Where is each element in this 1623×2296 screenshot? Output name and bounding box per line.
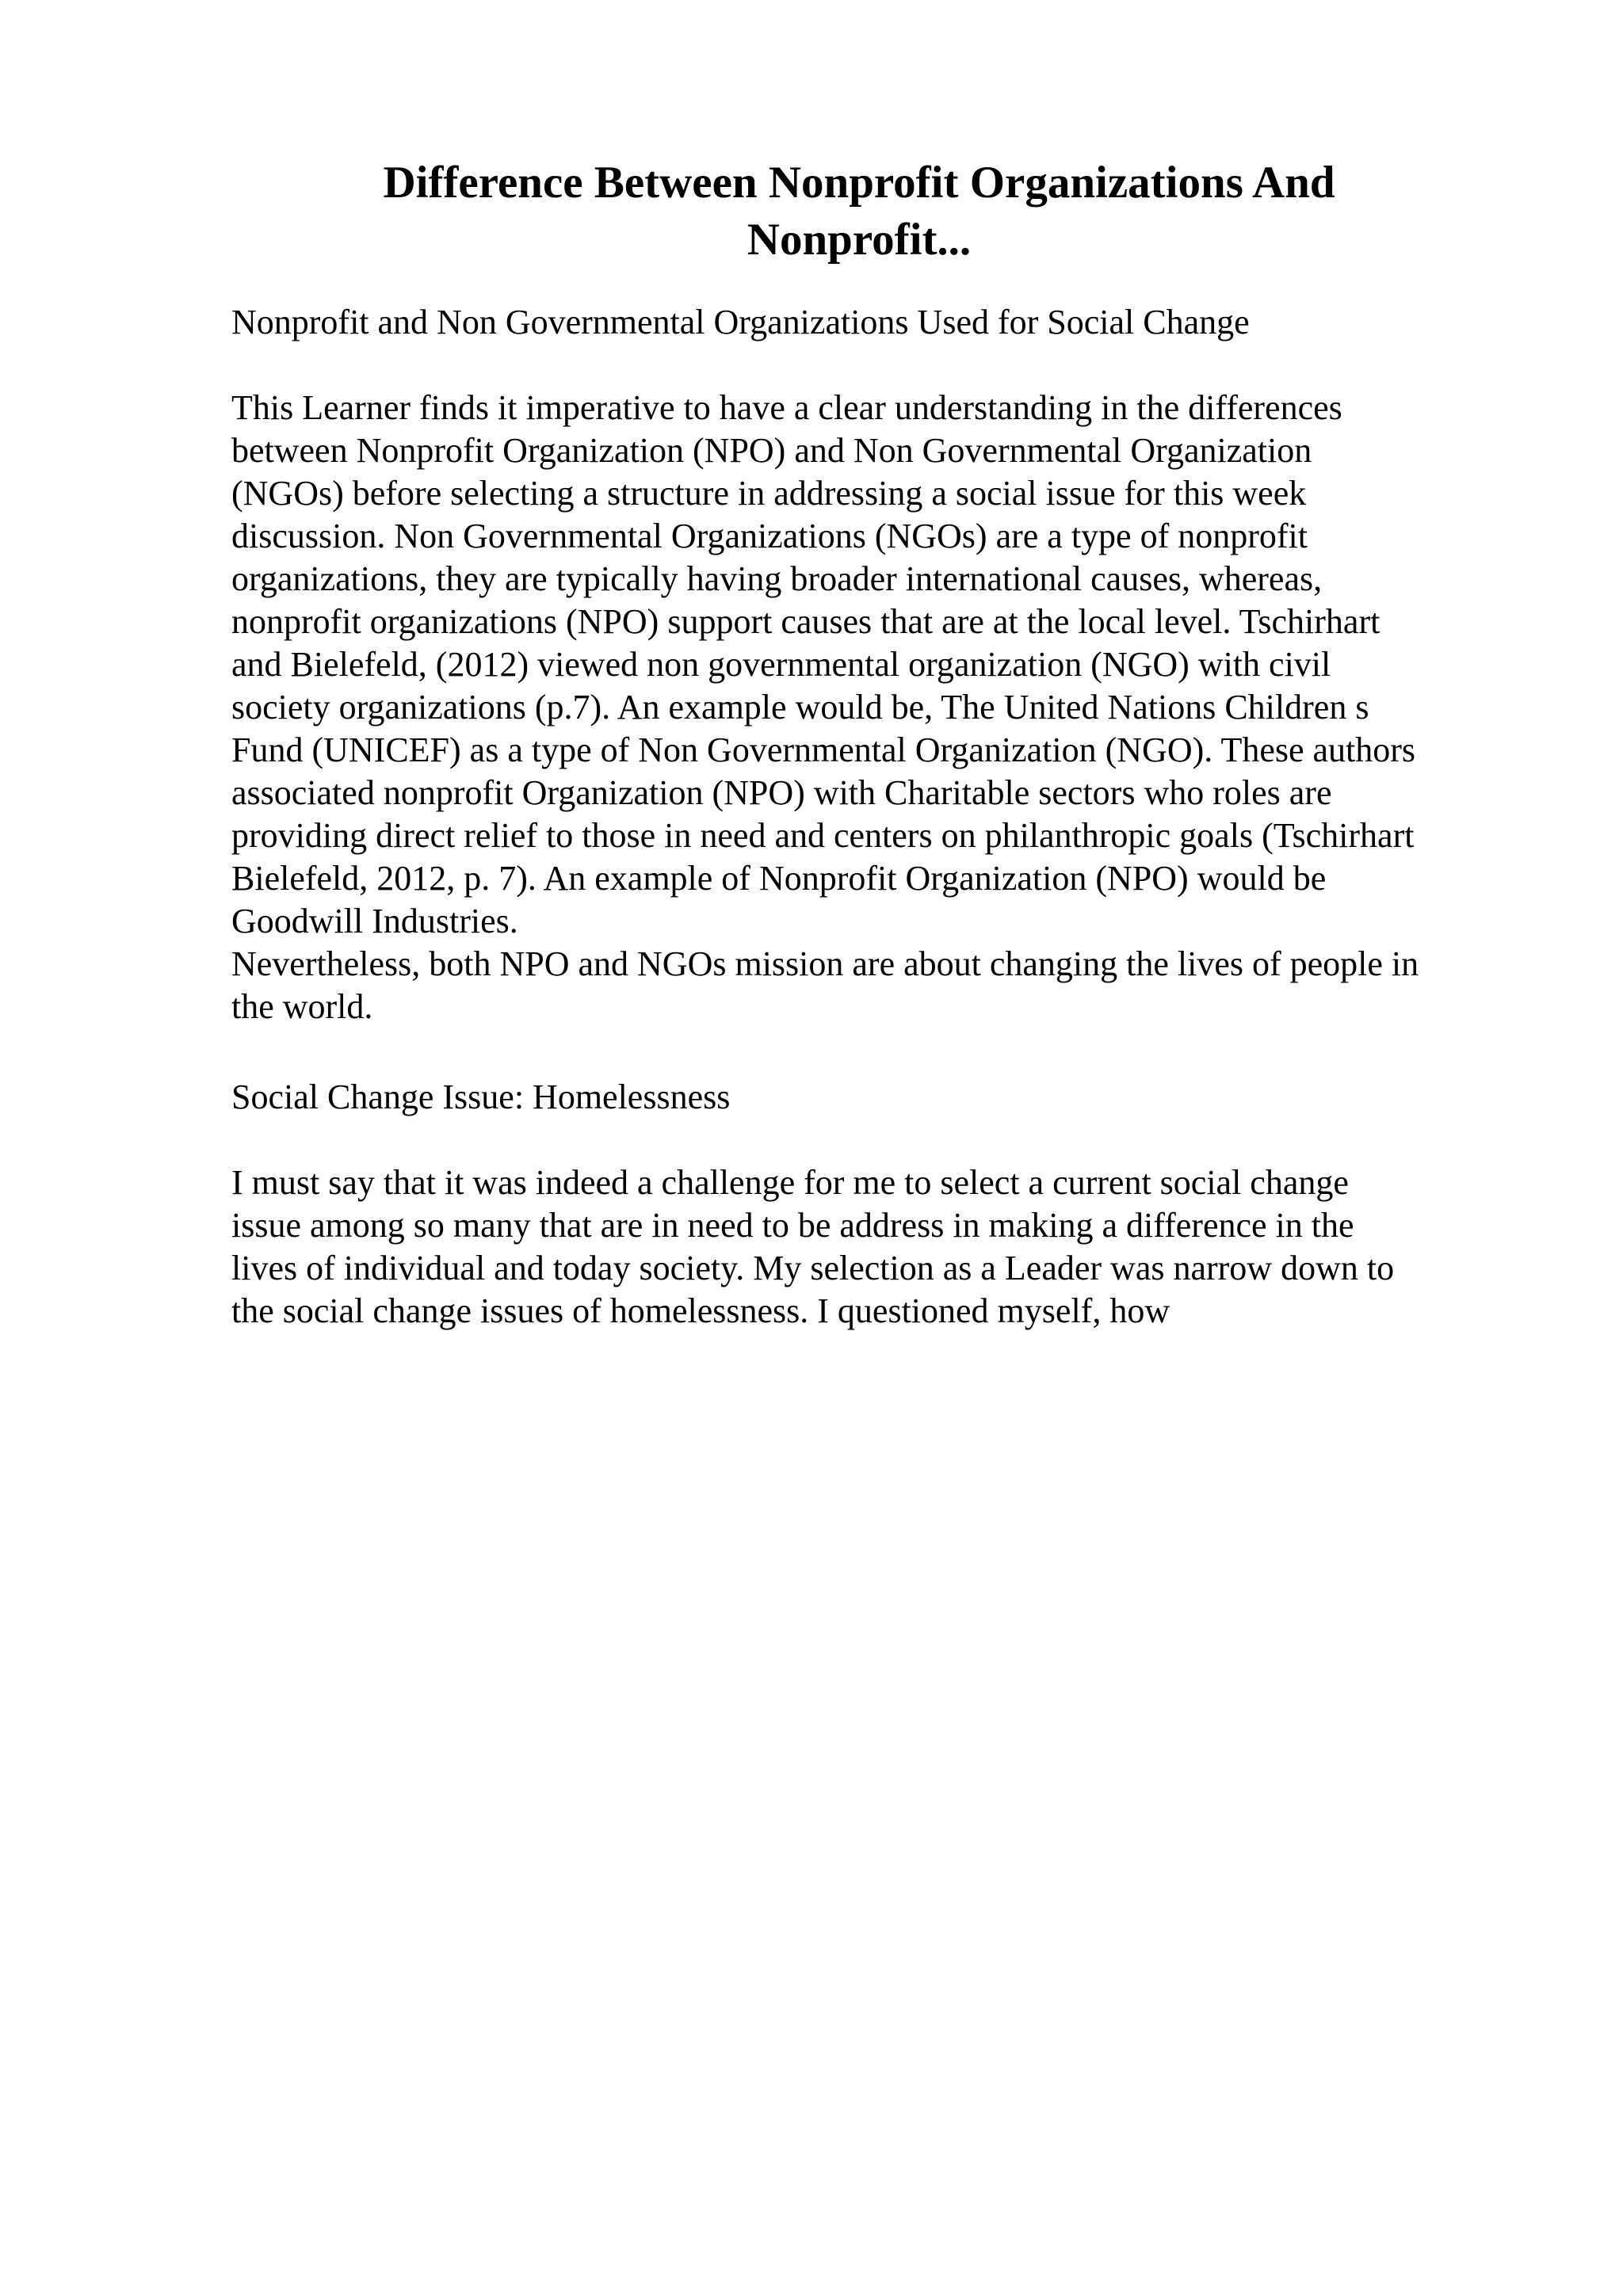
- paragraph-line: the world.: [231, 987, 373, 1026]
- paragraph-line: I must say that it was indeed a challenge for me to select a current social change: [231, 1163, 1349, 1202]
- paragraph-line: Goodwill Industries.: [231, 902, 518, 940]
- title-line: Difference Between Nonprofit Organizations And: [383, 158, 1335, 208]
- paragraph-line: issue among so many that are in need to be address in making a difference in the: [231, 1206, 1354, 1245]
- title-line: Nonprofit...: [747, 215, 972, 265]
- paragraph-line: (NGOs) before selecting a structure in addressing a social issue for this week: [231, 474, 1307, 513]
- paragraph-line: providing direct relief to those in need and centers on philanthropic goals (Tschirhart: [231, 816, 1415, 855]
- document-title: [231, 154, 1487, 269]
- subtitle-line: Nonprofit and Non Governmental Organizations Used for Social Change: [231, 303, 1250, 341]
- paragraph-line: organizations, they are typically having broader international causes, whereas,: [231, 559, 1323, 598]
- paragraph-homelessness: [231, 1161, 1515, 1333]
- paragraph-line: nonprofit organizations (NPO) support causes that are at the local level. Tschirhart: [231, 602, 1381, 641]
- paragraph-npo-vs-ngo: [231, 387, 1515, 1028]
- paragraph-line: society organizations (p.7). An example would be, The United Nations Children s: [231, 688, 1369, 727]
- paragraph-line: This Learner finds it imperative to have a clear understanding in the differences: [231, 388, 1342, 427]
- paragraph-line: between Nonprofit Organization (NPO) and Non Governmental Organization: [231, 431, 1312, 470]
- paragraph-line: lives of individual and today society. My selection as a Leader was narrow down to: [231, 1249, 1395, 1287]
- section-heading: [231, 1076, 1515, 1119]
- paragraph-line: the social change issues of homelessness. I questioned myself, how: [231, 1291, 1170, 1330]
- section-heading-line: Social Change Issue: Homelessness: [231, 1077, 731, 1116]
- paragraph-line: Nevertheless, both NPO and NGOs mission are about changing the lives of people in: [231, 944, 1419, 983]
- document-subtitle: [231, 301, 1515, 344]
- paragraph-line: and Bielefeld, (2012) viewed non governmental organization (NGO) with civil: [231, 645, 1331, 684]
- paragraph-line: discussion. Non Governmental Organizations (NGOs) are a type of nonprofit: [231, 517, 1308, 555]
- paragraph-line: associated nonprofit Organization (NPO) with Charitable sectors who roles are: [231, 773, 1332, 812]
- paragraph-line: Fund (UNICEF) as a type of Non Governmental Organization (NGO). These authors: [231, 730, 1416, 769]
- paragraph-line: Bielefeld, 2012, p. 7). An example of Nonprofit Organization (NPO) would be: [231, 859, 1327, 898]
